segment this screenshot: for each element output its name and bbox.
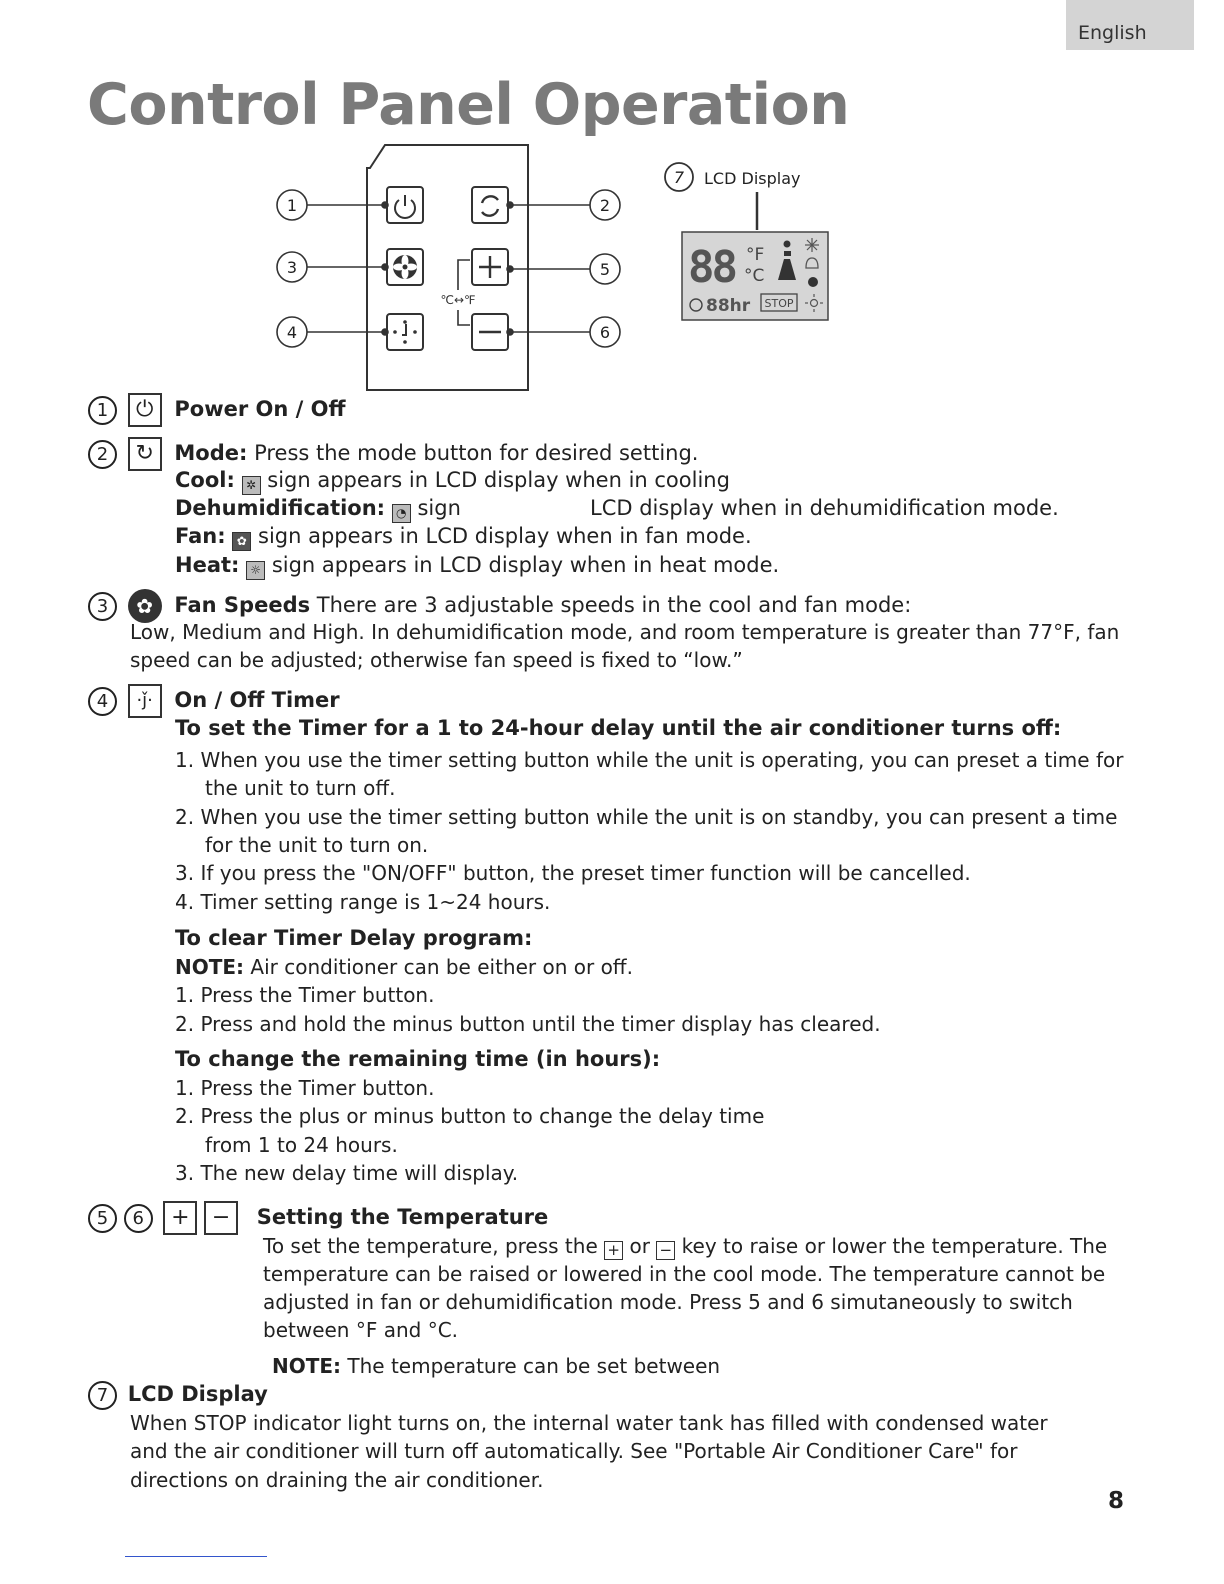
- plus-key-icon: +: [604, 1241, 623, 1260]
- callout-1-label: 1: [286, 196, 298, 215]
- fan-line: Fan: ✿ sign appears in LCD display when in fan mode.: [175, 522, 752, 551]
- lcd-fan-mode-icon: [808, 277, 818, 287]
- timer-change-heading: To change the remaining time (in hours):: [175, 1047, 661, 1071]
- cool-line: Cool: ✲ sign appears in LCD display when in cooling: [175, 466, 730, 495]
- unit-switch-label: ℃↔℉: [440, 293, 476, 307]
- plus-icon: [479, 256, 501, 278]
- lcd-callout-7-label: 7: [673, 168, 685, 187]
- lcd-stop-text: STOP: [764, 297, 794, 310]
- panel-outline: [367, 145, 528, 390]
- minus-icon: −: [204, 1201, 238, 1235]
- temperature-line4: between °F and °C.: [263, 1318, 459, 1342]
- timer-change1: 1. Press the Timer button.: [175, 1076, 435, 1100]
- lcd-digits: 88: [688, 242, 735, 293]
- callout-badge: 6: [124, 1204, 153, 1233]
- timer-step2a: 2. When you use the timer setting button while the unit is on standby, you can present a time: [175, 805, 1118, 829]
- fan-icon: ✿: [232, 532, 251, 551]
- footer-rule: [125, 1556, 267, 1557]
- timer-heading: On / Off Timer: [174, 688, 340, 712]
- timer-step1a: 1. When you use the timer setting button while the unit is operating, you can preset a time for: [175, 748, 1124, 772]
- callout-badge: 7: [88, 1381, 117, 1410]
- callout-4-label: 4: [286, 323, 298, 342]
- timer-step3: 3. If you press the "ON/OFF" button, the preset timer function will be cancelled.: [175, 861, 971, 885]
- lcd-callout-text: LCD Display: [704, 169, 801, 188]
- callout-2-label: 2: [599, 196, 611, 215]
- power-heading-row: [88, 393, 345, 427]
- timer-change2b: from 1 to 24 hours.: [205, 1133, 398, 1157]
- callout-badge: 2: [88, 440, 117, 469]
- page-number: 8: [1108, 1488, 1125, 1514]
- mode-icon: ↻: [128, 437, 162, 471]
- mode-text: Press the mode button for desired setting.: [254, 441, 699, 465]
- temperature-note: NOTE: The temperature can be set between: [272, 1354, 721, 1378]
- power-icon: ⏻: [128, 393, 162, 427]
- callout-6-label: 6: [599, 323, 611, 342]
- timer-icon: ·ǰ·: [128, 684, 162, 718]
- temperature-heading: Setting the Temperature: [256, 1205, 549, 1229]
- control-panel-diagram: [270, 140, 640, 400]
- timer-step1b: the unit to turn off.: [205, 776, 396, 800]
- dehumidify-icon: ◔: [392, 504, 411, 523]
- power-icon: [395, 195, 415, 218]
- timer-clear-heading: To clear Timer Delay program:: [175, 926, 533, 950]
- heat-line: Heat: ☼ sign appears in LCD display when in heat mode.: [175, 551, 779, 580]
- fan-speeds-text: There are 3 adjustable speeds in the cool and fan mode:: [316, 593, 912, 617]
- lcd-hours: 88hr: [706, 296, 751, 316]
- timer-step2b: for the unit to turn on.: [205, 833, 429, 857]
- timer-change2a: 2. Press the plus or minus button to change the delay time: [175, 1104, 765, 1128]
- lcd-line1: When STOP indicator light turns on, the internal water tank has filled with condensed water: [130, 1411, 1048, 1435]
- lcd-heading-row: [88, 1380, 268, 1410]
- timer-icon: [393, 320, 417, 344]
- heat-icon: ☼: [246, 561, 265, 580]
- timer-set-heading: To set the Timer for a 1 to 24-hour delay until the air conditioner turns off:: [175, 716, 1062, 740]
- lcd-unit-f: °F: [746, 245, 765, 265]
- callout-3-label: 3: [286, 258, 298, 277]
- fan-speed-icon: ✿: [128, 589, 162, 623]
- temperature-line1: To set the temperature, press the + or − key to raise or lower the temperature. The: [263, 1234, 1108, 1259]
- callout-badge: 4: [88, 687, 117, 716]
- temperature-heading-row: [88, 1201, 548, 1235]
- lcd-line3: directions on draining the air conditioner.: [130, 1468, 544, 1492]
- timer-heading-row: [88, 684, 340, 718]
- fan-speeds-line2: Low, Medium and High. In dehumidification mode, and room temperature is greater than 77°F, fan: [130, 620, 1120, 644]
- timer-note: NOTE: Air conditioner can be either on or off.: [175, 955, 633, 979]
- minus-key-icon: −: [656, 1241, 675, 1260]
- dehum-line: Dehumidification: ◔ sign: [175, 494, 461, 523]
- page-title: Control Panel Operation: [87, 72, 850, 138]
- fan-speeds-heading: Fan Speeds: [174, 593, 311, 617]
- fan-icon: [393, 255, 417, 279]
- dehum-line-b: LCD display when in dehumidification mode.: [590, 496, 1059, 520]
- callout-badge: 5: [88, 1204, 117, 1233]
- fan-speeds-line3: speed can be adjusted; otherwise fan speed is fixed to “low.”: [130, 648, 743, 672]
- plus-icon: +: [163, 1201, 197, 1235]
- mode-icon: [482, 196, 498, 215]
- mode-heading: Mode:: [174, 441, 248, 465]
- timer-clear1: 1. Press the Timer button.: [175, 983, 435, 1007]
- cool-icon: ✲: [242, 476, 261, 495]
- timer-step4: 4. Timer setting range is 1~24 hours.: [175, 890, 551, 914]
- mode-button: [472, 187, 508, 223]
- temperature-line3: adjusted in fan or dehumidification mode. Press 5 and 6 simutaneously to switch: [263, 1290, 1073, 1314]
- temperature-line2: temperature can be raised or lowered in the cool mode. The temperature cannot be: [263, 1262, 1106, 1286]
- lcd-line2: and the air conditioner will turn off automatically. See "Portable Air Conditioner Care" for: [130, 1439, 1018, 1463]
- timer-clear2: 2. Press and hold the minus button until the timer display has cleared.: [175, 1012, 881, 1036]
- callout-5-label: 5: [599, 260, 611, 279]
- lcd-cool-icon: [805, 238, 819, 252]
- callout-badge: 1: [88, 396, 117, 425]
- callout-badge: 3: [88, 592, 117, 621]
- language-tab: English: [1066, 0, 1194, 50]
- power-heading: Power On / Off: [174, 397, 346, 421]
- lcd-display-diagram: [660, 160, 840, 330]
- lcd-unit-c: °C: [744, 266, 765, 286]
- lcd-heading: LCD Display: [127, 1382, 268, 1406]
- timer-change3: 3. The new delay time will display.: [175, 1161, 519, 1185]
